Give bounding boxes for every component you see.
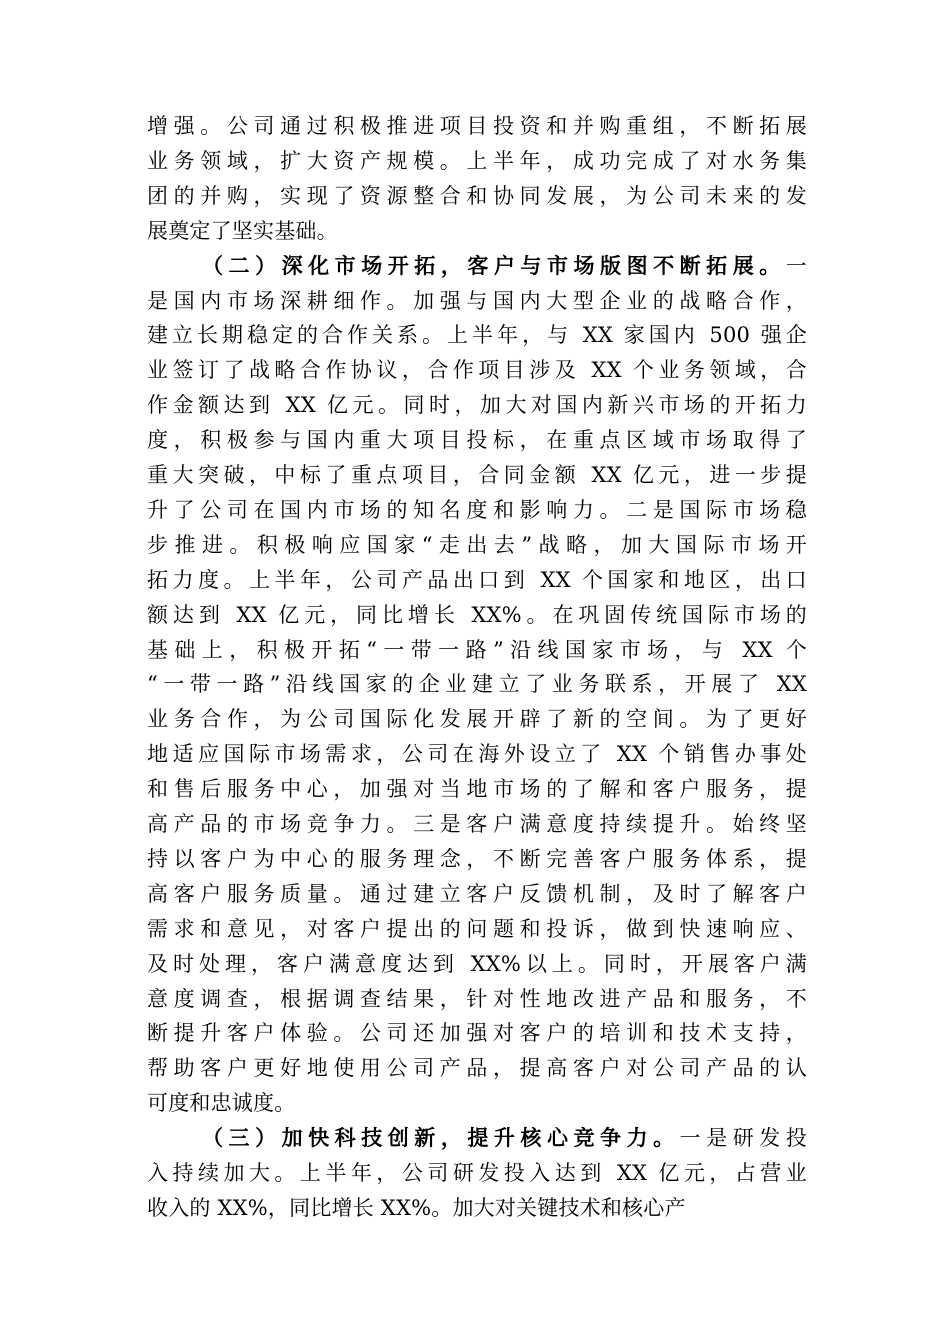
text-fragment: 一 [785,253,807,278]
text-fragment: 一是研发投 [679,1126,807,1151]
text-line: 收入的 XX%，同比增长 XX%。加大对关键技术和核心产 [147,1195,686,1220]
text-line: 意度调查，根据调查结果，针对性地改进产品和服务，不 [147,986,807,1011]
text-line: 及时处理，客户满意度达到 XX%以上。同时，开展客户满 [147,951,807,976]
text-line: 业务合作，为公司国际化发展开辟了新的空间。为了更好 [147,707,807,732]
text-line: 升了公司在国内市场的知名度和影响力。二是国际市场稳 [147,497,807,522]
text-line: 增强。公司通过积极推进项目投资和并购重组，不断拓展 [147,114,807,138]
text-line: 可度和忠诚度。 [147,1091,296,1116]
text-line: 断提升客户体验。公司还加强对客户的培训和技术支持， [147,1021,807,1046]
text-line: 步推进。积极响应国家“走出去”战略，加大国际市场开 [147,532,807,557]
text-line: 展奠定了坚实基础。 [147,218,338,243]
text-line: 作金额达到 XX 亿元。同时，加大对国内新兴市场的开拓力 [147,393,807,418]
text-line: 帮助客户更好地使用公司产品，提高客户对公司产品的认 [147,1056,807,1081]
text-line: 高客户服务质量。通过建立客户反馈机制，及时了解客户 [147,881,807,906]
text-line: 需求和意见，对客户提出的问题和投诉，做到快速响应、 [147,916,807,941]
text-line: 持以客户为中心的服务理念，不断完善客户服务体系，提 [147,846,807,871]
section-heading: （三）加快科技创新，提升核心竞争力。 [202,1126,680,1151]
text-line: 是国内市场深耕细作。加强与国内大型企业的战略合作， [147,288,807,313]
text-line: 业务领域，扩大资产规模。上半年，成功完成了对水务集 [147,148,807,173]
text-line: 高产品的市场竞争力。三是客户满意度持续提升。始终坚 [147,812,807,836]
text-line: 和售后服务中心，加强对当地市场的了解和客户服务，提 [147,777,807,802]
text-line: 重大突破，中标了重点项目，合同金额 XX 亿元，进一步提 [147,463,807,487]
text-line: 拓力度。上半年，公司产品出口到 XX 个国家和地区，出口 [147,567,807,592]
text-line: 度，积极参与国内重大项目投标，在重点区域市场取得了 [147,428,807,453]
text-line: 团的并购，实现了资源整合和协同发展，为公司未来的发 [147,183,807,208]
text-line: 入持续加大。上半年，公司研发投入达到 XX 亿元，占营业 [147,1161,807,1185]
text-line: 建立长期稳定的合作关系。上半年，与 XX 家国内 500 强企 [147,323,807,348]
text-line: “一带一路”沿线国家的企业建立了业务联系，开展了 XX [147,672,807,697]
paragraph-heading-line [202,249,807,284]
text-line: 额达到 XX 亿元，同比增长 XX%。在巩固传统国际市场的 [147,602,807,627]
paragraph-heading-line [202,1121,807,1156]
text-line: 业签订了战略合作协议，合作项目涉及 XX 个业务领域，合 [147,358,807,383]
text-line: 基础上，积极开拓“一带一路”沿线国家市场，与 XX 个 [147,637,807,662]
text-line: 地适应国际市场需求，公司在海外设立了 XX 个销售办事处 [147,742,807,767]
section-heading: （二）深化市场开拓，客户与市场版图不断拓展。 [202,253,786,278]
